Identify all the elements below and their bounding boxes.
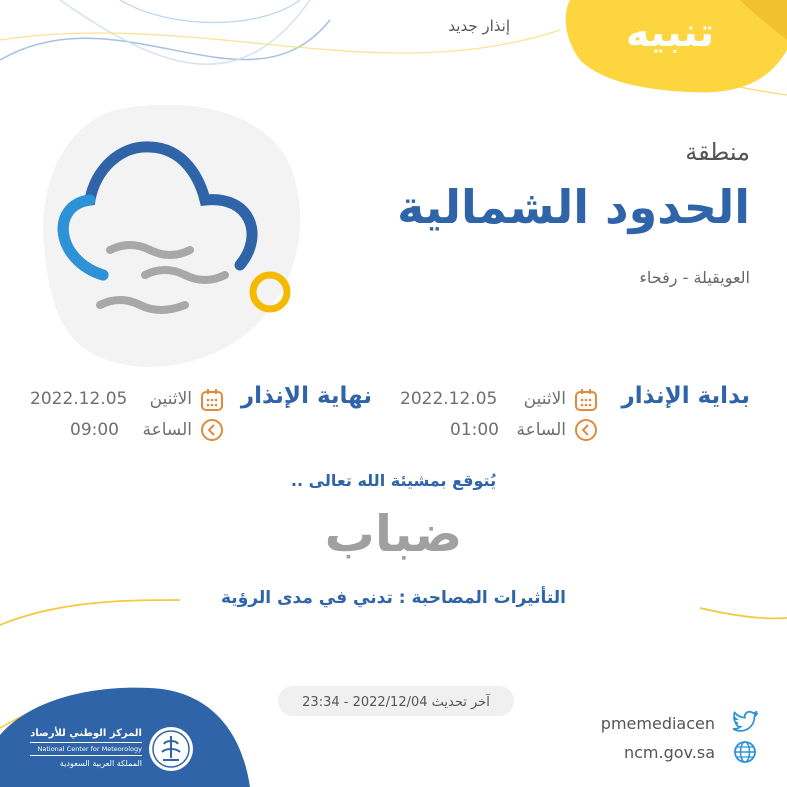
website-box <box>560 743 715 762</box>
org-country-ar: المملكة العربية السعودية <box>59 759 142 768</box>
phenomenon: ضباب <box>324 505 463 563</box>
forecast-intro-box <box>0 471 787 490</box>
calendar-icon <box>200 388 224 412</box>
alert-end-time-label-box <box>126 420 192 440</box>
region-cities: العويقيلة - رفحاء <box>639 268 750 287</box>
alert-start-time: 01:00 <box>450 420 499 440</box>
region-name-box <box>330 180 750 234</box>
org-name-en: National Center for Meteorology <box>30 742 142 756</box>
calendar-icon <box>574 388 598 412</box>
alert-end-day: الاثنين <box>149 389 192 409</box>
alert-start-time-label: الساعة <box>516 420 566 440</box>
alert-end-day-box <box>126 389 192 409</box>
twitter-handle[interactable]: pmemediacen <box>600 714 715 733</box>
alert-start-title-box <box>610 383 750 409</box>
region-cities-box <box>450 268 750 287</box>
org-name-ar: المركز الوطني للأرصاد <box>30 728 142 739</box>
ncm-emblem-icon <box>148 726 194 772</box>
alert-end-title: نهاية الإنذار <box>240 383 372 409</box>
new-alert-box <box>360 16 510 35</box>
cloud-fog-sun-icon <box>35 105 305 375</box>
region-prefix-box <box>430 138 750 166</box>
forecast-intro: يُتوقع بمشيئة الله تعالى .. <box>290 471 497 490</box>
alert-end-date: 2022.12.05 <box>30 389 128 409</box>
region-prefix: منطقة <box>685 138 750 166</box>
twitter-icon[interactable] <box>732 711 758 733</box>
effects: التأثيرات المصاحبة : تدني في مدى الرؤية <box>221 588 566 608</box>
alert-start-date: 2022.12.05 <box>400 389 498 409</box>
org-text-box <box>30 728 142 770</box>
alert-label: تنبيه <box>625 10 715 56</box>
alert-end-title-box <box>236 383 372 409</box>
new-alert-text: إنذار جديد <box>448 17 510 35</box>
region-name: الحدود الشمالية <box>397 180 750 234</box>
effects-box <box>0 588 787 608</box>
alert-end-date-box <box>30 389 130 409</box>
alert-end-time: 09:00 <box>70 420 119 440</box>
alert-start-time-box <box>450 420 510 440</box>
last-update: آخر تحديث 2022/12/04 - 23:34 <box>302 695 490 710</box>
alert-start-title: بداية الإنذار <box>621 383 750 409</box>
clock-icon <box>200 418 224 442</box>
last-update-pill <box>278 686 514 716</box>
phenomenon-box <box>0 505 787 563</box>
alert-start-day-box <box>500 389 566 409</box>
alert-end-time-label: الساعة <box>142 420 192 440</box>
alert-end-time-box <box>70 420 130 440</box>
alert-start-date-box <box>400 389 500 409</box>
alert-label-box <box>600 4 740 64</box>
clock-icon <box>574 418 598 442</box>
alert-start-day: الاثنين <box>523 389 566 409</box>
website[interactable]: ncm.gov.sa <box>623 743 715 762</box>
globe-icon[interactable] <box>733 740 757 764</box>
twitter-handle-box <box>560 714 715 733</box>
